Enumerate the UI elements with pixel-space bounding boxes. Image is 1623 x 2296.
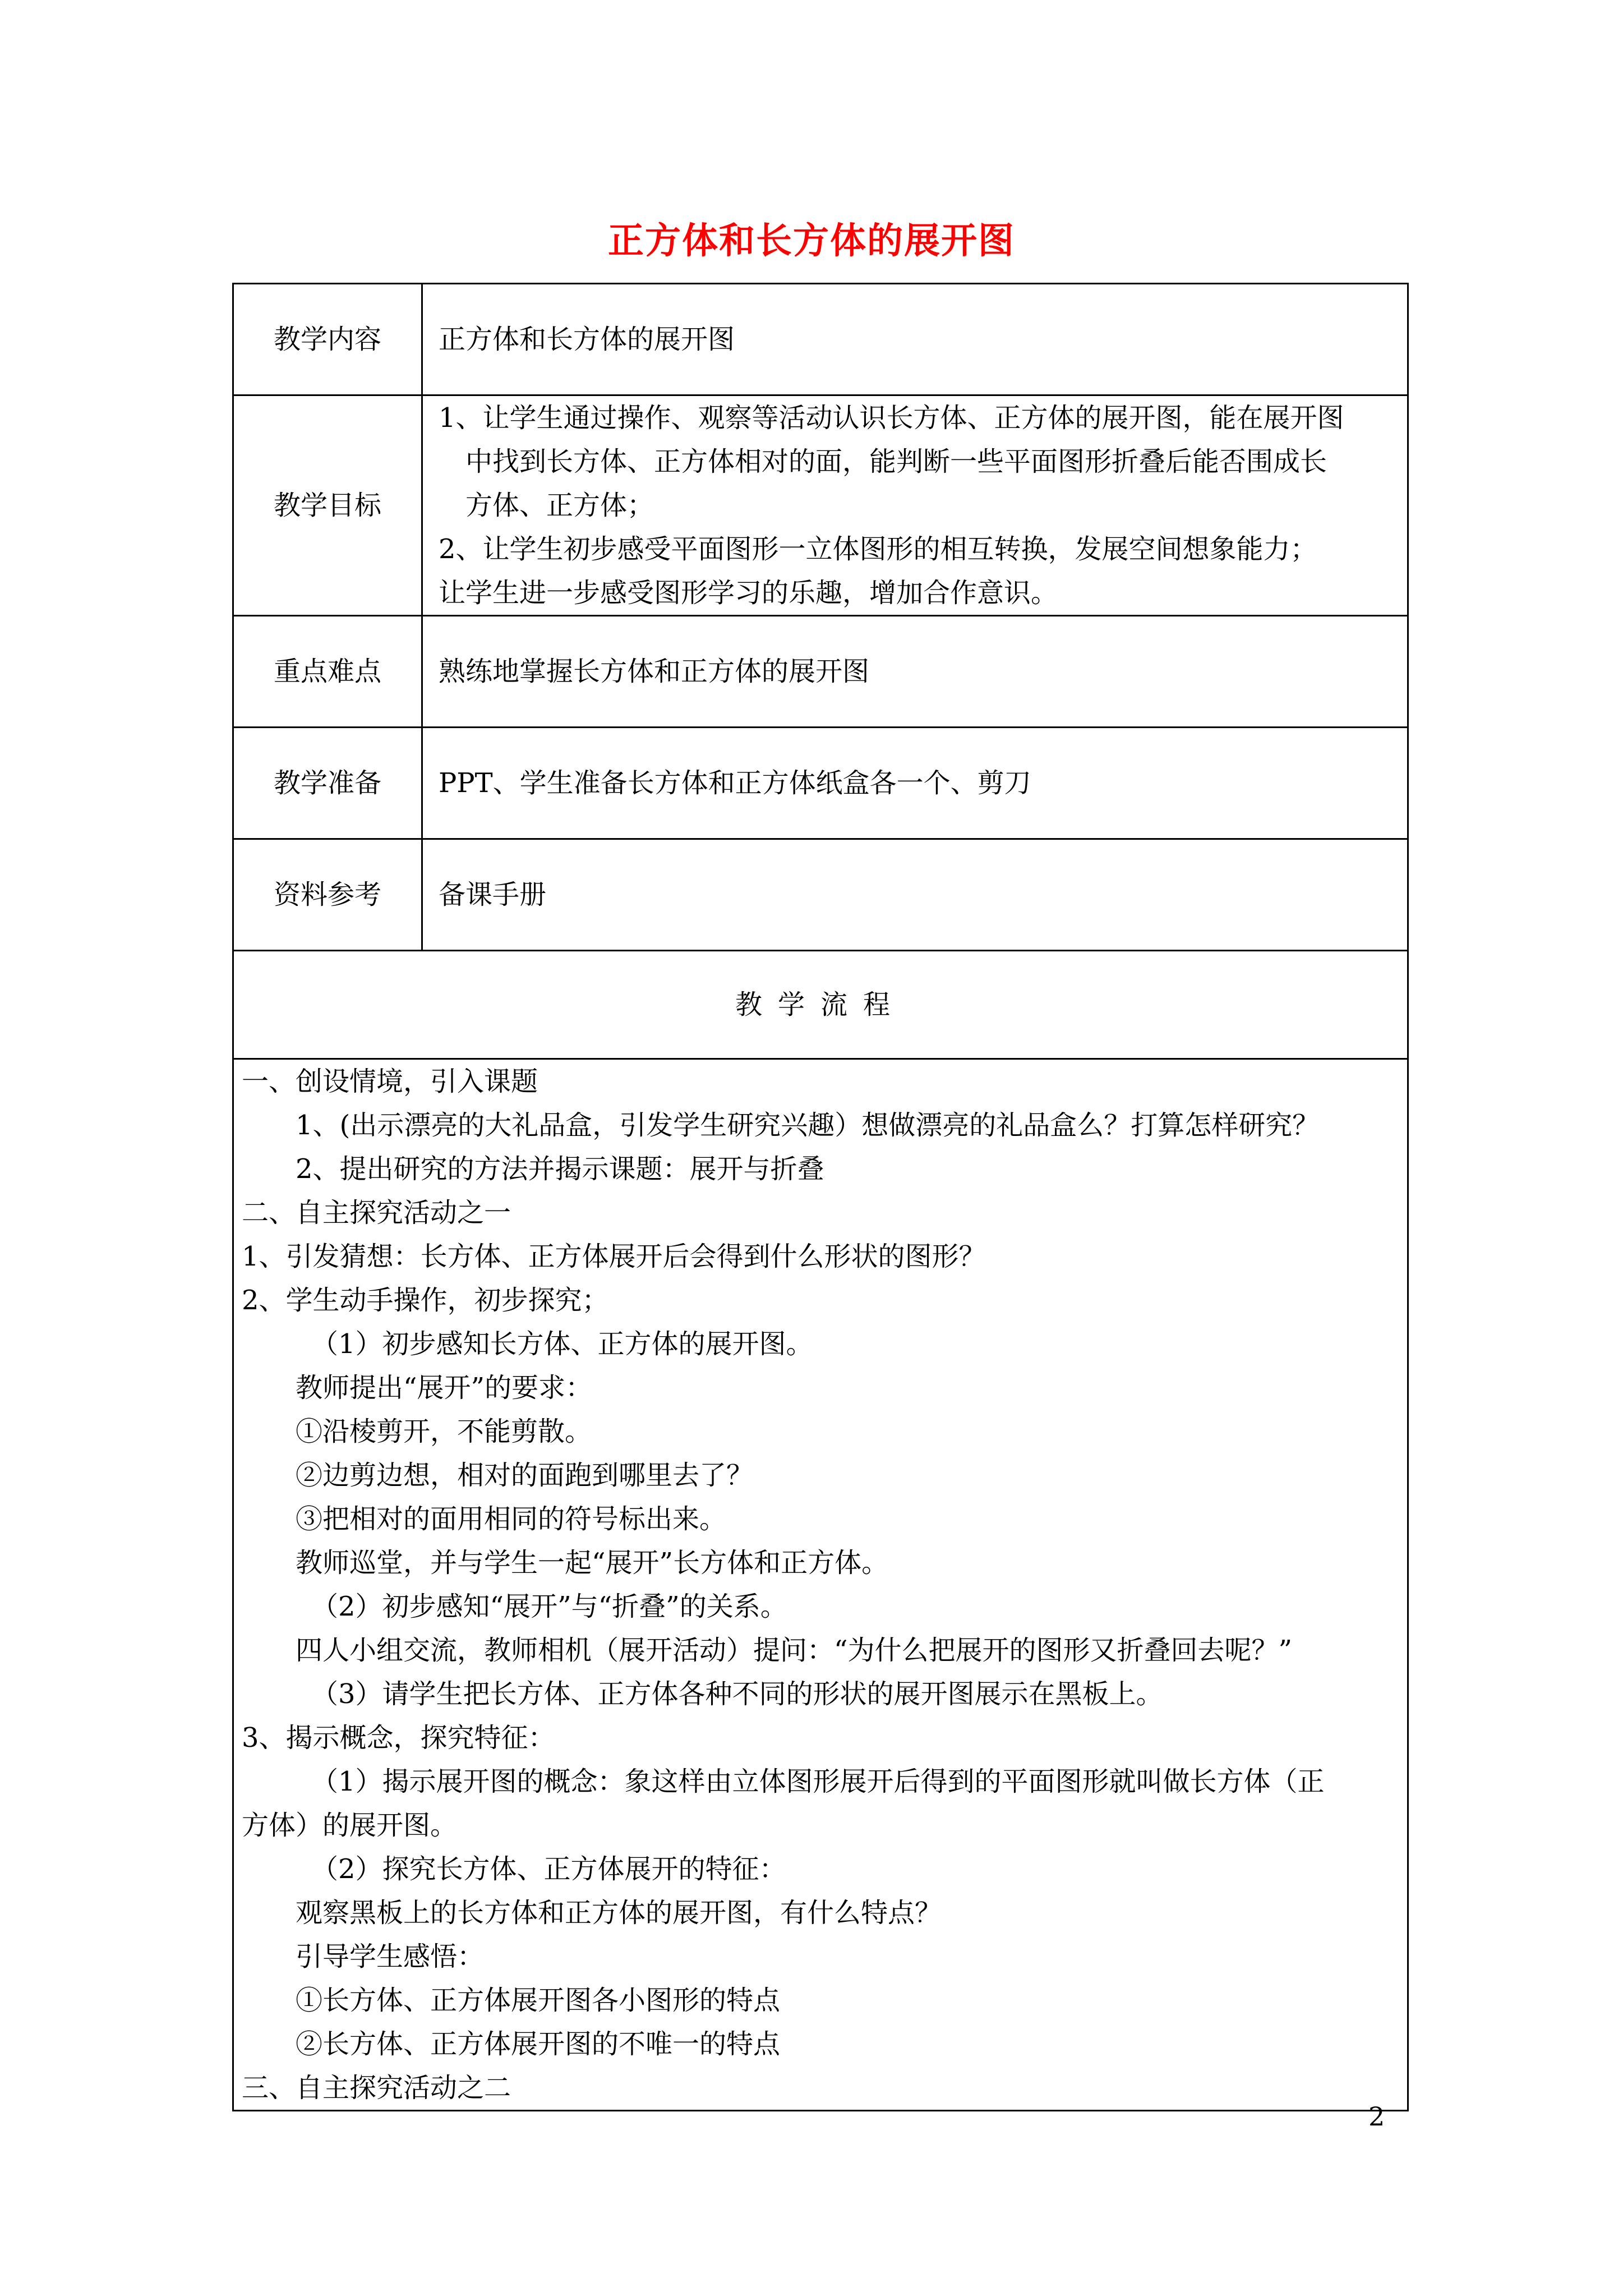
flow-line: ①沿棱剪开，不能剪散。 <box>296 1416 592 1447</box>
lesson-plan-table <box>232 283 1409 2111</box>
flow-line: 教师巡堂，并与学生一起“展开”长方体和正方体。 <box>296 1547 889 1579</box>
table-row-flow-body <box>233 1059 1408 2111</box>
row-label-key-points: 重点难点 <box>233 616 422 728</box>
flow-line: 教师提出“展开”的要求： <box>296 1372 593 1404</box>
flow-line: ①长方体、正方体展开图各小图形的特点 <box>296 1985 781 2016</box>
goal-line-3: 方体、正方体； <box>465 490 654 521</box>
goal-line-5: 让学生进一步感受图形学习的乐趣，增加合作意识。 <box>439 577 1058 609</box>
flow-line: 引导学生感悟： <box>296 1941 485 1972</box>
table-row-preparation <box>233 728 1408 839</box>
row-label-content: 教学内容 <box>233 284 422 395</box>
row-value-goals <box>422 395 1408 616</box>
row-value-references: 备课手册 <box>422 839 1408 951</box>
row-value-key-points: 熟练地掌握长方体和正方体的展开图 <box>422 616 1408 728</box>
flow-line: ②边剪边想，相对的面跑到哪里去了？ <box>296 1460 754 1491</box>
flow-line: 2、提出研究的方法并揭示课题：展开与折叠 <box>296 1153 824 1185</box>
flow-line: （1）初步感知长方体、正方体的展开图。 <box>311 1328 813 1360</box>
flow-line: 四人小组交流，教师相机（展开活动）提问：“为什么把展开的图形又折叠回去呢？” <box>296 1635 1293 1666</box>
table-row-key-points <box>233 616 1408 728</box>
flow-line: 1、(出示漂亮的大礼品盒，引发学生研究兴趣）想做漂亮的礼品盒么？打算怎样研究？ <box>296 1110 1320 1141</box>
row-label-goals: 教学目标 <box>233 395 422 616</box>
flow-line: 观察黑板上的长方体和正方体的展开图，有什么特点？ <box>296 1897 942 1929</box>
flow-line: 方体）的展开图。 <box>242 1810 458 1841</box>
table-row-content <box>233 284 1408 395</box>
flow-line: ③把相对的面用相同的符号标出来。 <box>296 1503 727 1535</box>
flow-line: 3、揭示概念，探究特征： <box>242 1722 555 1754</box>
flow-body <box>233 1059 1408 2111</box>
flow-heading: 教学流程 <box>233 951 1408 1059</box>
document-title: 正方体和长方体的展开图 <box>608 220 1015 262</box>
flow-line: （2）初步感知“展开”与“折叠”的关系。 <box>311 1591 787 1622</box>
goal-line-1: 1、让学生通过操作、观察等活动认识长方体、正方体的展开图，能在展开图 <box>439 402 1344 434</box>
flow-line: 1、引发猜想：长方体、正方体展开后会得到什么形状的图形？ <box>242 1241 986 1272</box>
row-label-references: 资料参考 <box>233 839 422 951</box>
flow-line: （3）请学生把长方体、正方体各种不同的形状的展开图展示在黑板上。 <box>311 1678 1163 1710</box>
row-label-preparation: 教学准备 <box>233 728 422 839</box>
flow-line: （2）探究长方体、正方体展开的特征： <box>311 1853 786 1885</box>
flow-line: （1）揭示展开图的概念：象这样由立体图形展开后得到的平面图形就叫做长方体（正 <box>311 1766 1325 1797</box>
flow-line: 三、自主探究活动之二 <box>242 2072 511 2104</box>
goal-line-2: 中找到长方体、正方体相对的面，能判断一些平面图形折叠后能否围成长 <box>465 446 1327 477</box>
row-value-content: 正方体和长方体的展开图 <box>422 284 1408 395</box>
table-row-goals <box>233 395 1408 616</box>
flow-line: 二、自主探究活动之一 <box>242 1197 511 1228</box>
flow-line: ②长方体、正方体展开图的不唯一的特点 <box>296 2028 781 2060</box>
goal-line-4: 2、让学生初步感受平面图形一立体图形的相互转换，发展空间想象能力； <box>439 533 1317 565</box>
row-value-preparation: PPT、学生准备长方体和正方体纸盒各一个、剪刀 <box>422 728 1408 839</box>
flow-line: 2、学生动手操作，初步探究； <box>242 1285 609 1316</box>
flow-line: 一、创设情境，引入课题 <box>242 1066 538 1097</box>
table-row-references <box>233 839 1408 951</box>
page-number: 2 <box>1368 2101 1385 2132</box>
table-row-flow-heading <box>233 951 1408 1059</box>
